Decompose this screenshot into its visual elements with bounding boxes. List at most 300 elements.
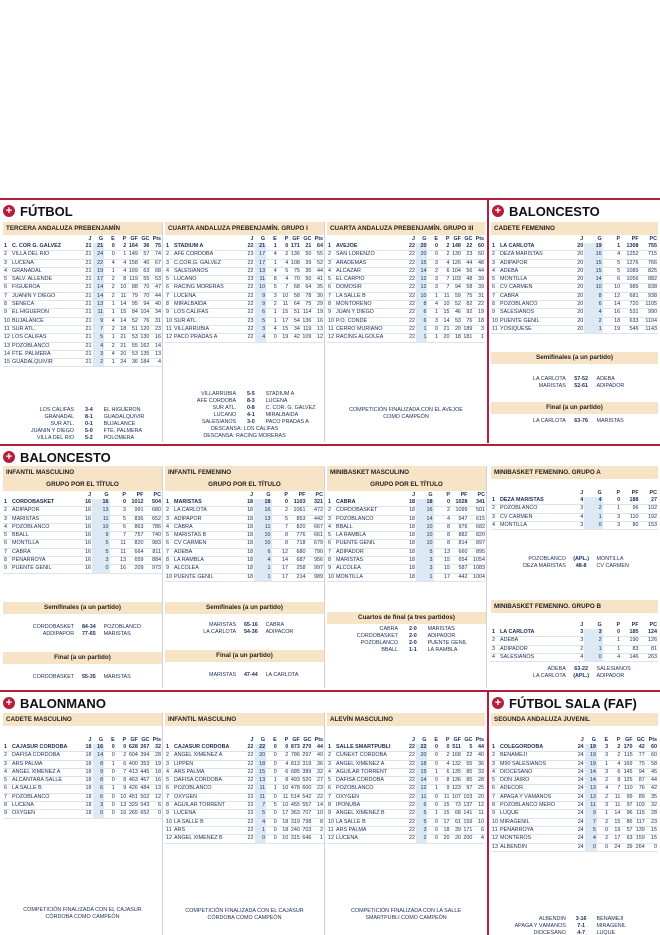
team-name: LA CARLOTA bbox=[532, 673, 566, 680]
stat-cell: 1 bbox=[116, 251, 128, 259]
stat-cell: 3 bbox=[566, 505, 584, 513]
stat-cell: 22 bbox=[405, 785, 416, 793]
stat-cell: 70 bbox=[139, 284, 151, 292]
stat-cell: 18 bbox=[237, 523, 254, 531]
stat-cell: 2 bbox=[597, 835, 609, 843]
stat-cell: 1054 bbox=[468, 557, 486, 565]
position-cell: 8 bbox=[165, 802, 173, 810]
team-cell: RACING MORERAS bbox=[173, 284, 243, 292]
stat-cell: 501 bbox=[468, 507, 486, 515]
team-cell: ADIPADOR bbox=[335, 548, 399, 556]
team-name: DIOCESANO bbox=[533, 929, 566, 935]
box-title: CADETE FEMENINO bbox=[491, 222, 658, 235]
stat-cell: 820 bbox=[289, 523, 306, 531]
stat-cell: 39 bbox=[621, 843, 633, 851]
team-cell: DOMOSIR bbox=[335, 284, 405, 292]
team-cell: LUCENA bbox=[11, 259, 81, 267]
stat-cell: 209 bbox=[127, 565, 144, 573]
column-header: GC bbox=[303, 236, 312, 242]
stat-cell: 70 bbox=[139, 292, 151, 300]
team-cell: C.COR.G. GÁLVEZ bbox=[173, 259, 243, 267]
table-row bbox=[491, 309, 658, 317]
team-cell: ARADEMAS bbox=[335, 259, 405, 267]
stat-cell: 22 bbox=[243, 760, 255, 768]
stat-cell: 1 bbox=[584, 513, 602, 521]
stat-cell: 667 bbox=[306, 523, 324, 531]
table-row bbox=[165, 826, 324, 834]
column-header: Pts bbox=[314, 236, 323, 242]
stat-cell: 56 bbox=[462, 267, 473, 275]
stat-cell: 319 bbox=[302, 760, 312, 767]
table-row bbox=[3, 301, 162, 309]
rest-note: DESCANSA: LOS CALIFAS bbox=[210, 425, 279, 432]
stat-cell: 22 bbox=[243, 777, 255, 785]
column-header: J bbox=[88, 236, 92, 242]
table-row bbox=[491, 497, 658, 505]
table-row bbox=[491, 752, 658, 760]
stat-cell: 16 bbox=[110, 565, 127, 573]
stat-cell: 19 bbox=[585, 760, 597, 768]
stat-cell: 17 bbox=[255, 251, 267, 259]
team-cell: AGUILAR TORRENT bbox=[335, 768, 405, 776]
stat-cell: 680 bbox=[144, 507, 162, 515]
stat-cell: 24 bbox=[572, 760, 584, 768]
stat-cell: 6 bbox=[439, 768, 450, 776]
position-cell: 11 bbox=[4, 325, 10, 332]
stat-cell: 4 bbox=[255, 818, 267, 826]
stat-cell: 22 bbox=[462, 752, 473, 760]
table-header bbox=[165, 736, 324, 744]
team-name: POZOBLANCO bbox=[360, 639, 399, 646]
semis-list bbox=[165, 622, 324, 636]
team-name: ADIPADOR bbox=[596, 383, 625, 390]
stat-cell: 29 bbox=[312, 301, 324, 309]
position-cell: 1 bbox=[3, 499, 11, 507]
stat-cell: 22 bbox=[405, 818, 416, 826]
table-row bbox=[491, 284, 658, 292]
stat-cell: 0 bbox=[104, 243, 116, 251]
stat-cell: 1 bbox=[603, 645, 621, 653]
stat-cell: 60 bbox=[473, 243, 485, 251]
team-cell: BENAMEJÍ bbox=[499, 752, 572, 760]
stat-cell: 7 bbox=[609, 785, 621, 793]
header-blank bbox=[491, 621, 499, 629]
position-cell: 8 bbox=[491, 301, 499, 309]
position-cell: 10 bbox=[328, 317, 334, 324]
result-row bbox=[3, 421, 162, 428]
table-row bbox=[327, 334, 485, 342]
stat-cell: 20 bbox=[439, 835, 450, 843]
stat-cell: 28 bbox=[646, 810, 658, 818]
team-cell: ADIPAPOR bbox=[11, 507, 75, 515]
stat-cell: 389 bbox=[302, 768, 312, 775]
stat-cell: 5 bbox=[92, 548, 109, 556]
stat-cell: 0 bbox=[278, 744, 290, 752]
stat-cell: 28 bbox=[473, 777, 485, 785]
stat-cell: 472 bbox=[306, 507, 324, 515]
result-row bbox=[491, 673, 658, 680]
table-header bbox=[491, 235, 658, 243]
stat-cell: 20 bbox=[439, 334, 450, 342]
stat-cell: 20 bbox=[566, 243, 584, 251]
stat-cell: 136 bbox=[302, 317, 312, 324]
position-cell: 2 bbox=[327, 752, 335, 760]
table-row bbox=[165, 251, 324, 259]
stat-cell: 88 bbox=[127, 284, 139, 292]
stat-cell: 16 bbox=[75, 532, 92, 540]
position-cell: 1 bbox=[3, 243, 11, 251]
stat-cell: 162 bbox=[140, 342, 150, 349]
stat-cell: 6 bbox=[278, 768, 290, 776]
team-cell: BBALL bbox=[335, 523, 399, 531]
stat-cell: 190 bbox=[621, 637, 639, 645]
position-cell: 2 bbox=[327, 251, 335, 259]
stat-cell: 15 bbox=[278, 325, 290, 333]
box-title: INFANTIL MASCULINO bbox=[165, 713, 324, 726]
stat-cell: 4 bbox=[278, 276, 290, 284]
column-header: J bbox=[412, 737, 415, 743]
table-row bbox=[3, 523, 162, 531]
stat-cell: 0 bbox=[272, 499, 289, 507]
stat-cell: 0 bbox=[266, 760, 278, 768]
table-row bbox=[491, 744, 658, 752]
table-row bbox=[165, 301, 324, 309]
header-blank bbox=[499, 489, 566, 497]
result-row bbox=[165, 672, 324, 679]
stat-cell: 484 bbox=[140, 785, 150, 792]
stat-cell: 18 bbox=[278, 826, 290, 834]
stat-cell: 13 bbox=[255, 267, 267, 275]
stat-cell: 18 bbox=[81, 793, 93, 801]
stat-cell: 14 bbox=[585, 777, 597, 785]
team-cell: DAFISA CÓRDOBA bbox=[335, 777, 405, 785]
score: 4-7 bbox=[577, 929, 586, 935]
stat-cell: 11 bbox=[278, 793, 290, 801]
table-row bbox=[3, 292, 162, 300]
stat-cell: 21 bbox=[255, 243, 267, 251]
stat-cell: 2 bbox=[272, 507, 289, 515]
minibasket-femenino-box bbox=[491, 466, 658, 688]
stat-cell: 18 bbox=[399, 557, 416, 565]
table-row bbox=[491, 629, 658, 637]
stat-cell: 9 bbox=[439, 785, 450, 793]
table-row bbox=[165, 548, 324, 556]
stat-cell: 24 bbox=[572, 777, 584, 785]
stat-cell: 19 bbox=[473, 309, 485, 317]
plus-icon: + bbox=[492, 205, 504, 217]
stat-cell: 6 bbox=[416, 317, 427, 325]
result-row bbox=[491, 556, 658, 563]
team-cell: LA CARLOTA bbox=[173, 507, 237, 515]
stat-cell: 838 bbox=[640, 284, 658, 292]
semis-title: Semifinales (a un partido) bbox=[491, 352, 658, 364]
stat-cell: 13 bbox=[312, 325, 324, 333]
team-cell: MIRALBAIDA bbox=[173, 301, 243, 309]
team-name: MIRAGENIL bbox=[596, 922, 627, 929]
stat-cell: 35 bbox=[646, 793, 658, 801]
position-cell: 5 bbox=[327, 777, 335, 785]
stat-cell: 47 bbox=[150, 284, 162, 292]
table-row bbox=[3, 760, 162, 768]
stat-cell: 4 bbox=[104, 317, 116, 325]
stat-cell: 0 bbox=[427, 744, 438, 752]
stat-cell: 18 bbox=[439, 826, 450, 834]
stat-cell: 786 bbox=[144, 523, 162, 531]
stat-cell: 0 bbox=[603, 497, 621, 505]
stat-cell: 400 bbox=[128, 760, 138, 767]
stat-cell: 11 bbox=[609, 793, 621, 801]
stat-cell: 478 bbox=[290, 785, 300, 792]
stat-cell: 63 bbox=[139, 267, 151, 275]
position-cell: 2 bbox=[491, 251, 499, 259]
stat-cell: 6 bbox=[609, 768, 621, 776]
column-header: G bbox=[98, 236, 104, 242]
stat-cell: 8 bbox=[272, 532, 289, 540]
position-cell: 6 bbox=[3, 540, 11, 548]
team-cell: ARS PALMA bbox=[11, 760, 81, 768]
table-row bbox=[327, 267, 485, 275]
stat-cell: 22 bbox=[405, 793, 416, 801]
stat-cell: 19 bbox=[93, 267, 105, 275]
stat-cell: 50 bbox=[301, 276, 313, 284]
position-cell: 3 bbox=[327, 515, 335, 523]
stat-cell: 882 bbox=[640, 276, 658, 284]
stat-cell: 75 bbox=[301, 301, 313, 309]
stat-cell: 86 bbox=[621, 818, 633, 826]
score: 8-1 bbox=[84, 414, 93, 421]
plus-icon: + bbox=[3, 205, 15, 217]
position-cell: 4 bbox=[3, 768, 11, 776]
stat-cell: 135 bbox=[451, 768, 461, 775]
stat-cell: 64 bbox=[301, 284, 313, 292]
stat-cell: 264 bbox=[634, 843, 646, 851]
results-list bbox=[165, 391, 324, 426]
stat-cell: 2 bbox=[104, 292, 116, 300]
column-header: J bbox=[580, 236, 584, 242]
team-cell: ARS PALMA bbox=[335, 826, 405, 834]
stat-cell: 13 bbox=[585, 785, 597, 793]
table-row bbox=[165, 768, 324, 776]
team-cell: VILLA DEL RÍO bbox=[11, 251, 81, 259]
table-row bbox=[491, 292, 658, 300]
result-row bbox=[165, 629, 324, 636]
column-header: PC bbox=[315, 492, 323, 498]
result-row bbox=[491, 376, 658, 383]
stat-cell: 18 bbox=[237, 557, 254, 565]
stat-cell: 22 bbox=[405, 276, 416, 284]
column-header: PC bbox=[477, 492, 485, 498]
stat-cell: 2 bbox=[597, 777, 609, 785]
stat-cell: 22 bbox=[405, 317, 416, 325]
column-header: E bbox=[604, 737, 609, 743]
header-blank bbox=[491, 736, 499, 744]
box-title: INFANTIL MASCULINO bbox=[3, 466, 162, 479]
stat-cell: 11 bbox=[416, 793, 427, 801]
result-row bbox=[491, 383, 658, 390]
table-row bbox=[165, 744, 324, 752]
team-name: LA CARLOTA bbox=[532, 376, 566, 383]
position-cell: 8 bbox=[491, 802, 499, 810]
stat-cell: 78 bbox=[301, 292, 313, 300]
stat-cell: 897 bbox=[468, 540, 486, 548]
result-row bbox=[491, 930, 658, 935]
stat-cell: 18 bbox=[399, 573, 416, 581]
team-name: GUADALQUIVIR bbox=[103, 414, 145, 421]
stat-cell: 53 bbox=[450, 317, 461, 325]
stat-cell: 3 bbox=[255, 325, 267, 333]
table-row bbox=[491, 637, 658, 645]
stat-cell: 9 bbox=[92, 532, 109, 540]
table-row bbox=[491, 645, 658, 653]
table-row bbox=[165, 243, 324, 251]
stat-cell: 263 bbox=[640, 654, 658, 662]
stat-cell: 18 bbox=[237, 532, 254, 540]
table-row bbox=[327, 251, 485, 259]
stat-cell: 6 bbox=[416, 309, 427, 317]
team-cell: MONTILLA bbox=[499, 521, 566, 529]
stat-cell: 84 bbox=[127, 309, 139, 317]
table-row bbox=[327, 744, 485, 752]
stat-cell: 0 bbox=[104, 777, 116, 785]
table-row bbox=[491, 243, 658, 251]
stat-cell: 1 bbox=[427, 768, 438, 776]
stat-cell: 60 bbox=[646, 744, 658, 752]
box-title-b: MINIBASKET FEMENINO. GRUPO B bbox=[491, 600, 658, 613]
stat-cell: 1 bbox=[104, 359, 116, 367]
stat-cell: 21 bbox=[439, 325, 450, 333]
team-name: MARISTAS bbox=[208, 671, 237, 678]
table-row bbox=[3, 557, 162, 565]
team-cell: POZOBLANCO bbox=[335, 785, 405, 793]
table-header bbox=[327, 235, 485, 243]
stat-cell: 22 bbox=[405, 325, 416, 333]
stat-cell: 53 bbox=[127, 334, 139, 342]
stat-cell: 557 bbox=[302, 802, 312, 809]
stat-cell: 76 bbox=[634, 785, 646, 793]
stat-cell: 8 bbox=[272, 540, 289, 548]
stat-cell: 15 bbox=[439, 810, 450, 818]
team-name: BBALL bbox=[381, 646, 399, 653]
stat-cell: 4 bbox=[603, 654, 621, 662]
stat-cell: 16 bbox=[75, 540, 92, 548]
stat-cell: 991 bbox=[127, 507, 144, 515]
stat-cell: 10 bbox=[278, 802, 290, 810]
table-row bbox=[3, 499, 162, 507]
stat-cell: 42 bbox=[289, 334, 301, 342]
position-cell: 5 bbox=[491, 276, 499, 284]
stat-cell: 1105 bbox=[640, 301, 658, 309]
position-cell: 8 bbox=[165, 557, 173, 565]
stat-cell: 36 bbox=[312, 760, 324, 768]
stat-cell: 14 bbox=[439, 317, 450, 325]
stat-cell: 20 bbox=[566, 267, 584, 275]
column-header: GF bbox=[453, 236, 461, 242]
stat-cell: 13 bbox=[93, 301, 105, 309]
stat-cell: 4 bbox=[150, 359, 162, 367]
stat-cell: 75 bbox=[462, 292, 473, 300]
stat-cell: 185 bbox=[621, 629, 639, 637]
stat-cell: 5 bbox=[278, 267, 290, 275]
stat-cell: 10 bbox=[312, 810, 324, 818]
team-cell: IPONUBA bbox=[335, 802, 405, 810]
standings-table bbox=[327, 235, 485, 343]
team-cell: LOS CALIFAS bbox=[11, 334, 81, 342]
stat-cell: 18 bbox=[416, 760, 427, 768]
stat-cell: 169 bbox=[621, 760, 633, 768]
stat-cell: 15 bbox=[584, 259, 602, 267]
stat-cell: 511 bbox=[452, 744, 461, 750]
team-cell: DEZA MARISTAS bbox=[499, 497, 566, 505]
stat-cell: 2 bbox=[104, 342, 116, 350]
team-name: LUCENA bbox=[265, 397, 288, 404]
stat-cell: 1 bbox=[266, 785, 278, 793]
stat-cell: 353 bbox=[140, 760, 150, 767]
stat-cell: 22 bbox=[473, 301, 485, 309]
stat-cell: 1004 bbox=[468, 573, 486, 581]
stat-cell: 8 bbox=[434, 523, 451, 531]
stat-cell: 23 bbox=[150, 325, 162, 333]
table-row bbox=[165, 284, 324, 292]
team-cell: ARS bbox=[173, 826, 243, 834]
stat-cell: 5 bbox=[416, 818, 427, 826]
table-row bbox=[165, 752, 324, 760]
quarters-title: Cuartos de final (a tres partidos) bbox=[327, 612, 486, 624]
stat-cell: 22 bbox=[405, 752, 416, 760]
stat-cell: 68 bbox=[150, 267, 162, 275]
score: 3-16 bbox=[575, 915, 587, 922]
stat-cell: 24 bbox=[572, 826, 584, 834]
stat-cell: 130 bbox=[140, 334, 150, 341]
stat-cell: 11 bbox=[585, 802, 597, 810]
stat-cell: 18 bbox=[399, 532, 416, 540]
stat-cell: 6 bbox=[93, 785, 105, 793]
position-cell: 1 bbox=[165, 744, 173, 752]
score: 84-34 bbox=[81, 623, 96, 630]
team-cell: LIPPEN bbox=[173, 760, 243, 768]
stat-cell: 23 bbox=[646, 818, 658, 826]
position-cell: 12 bbox=[4, 334, 10, 341]
team-name: GRANADAL bbox=[44, 414, 75, 421]
stat-cell: 11 bbox=[255, 793, 267, 801]
stat-cell: 12 bbox=[416, 284, 427, 292]
stat-cell: 83 bbox=[621, 645, 639, 653]
stat-cell: 1 bbox=[255, 826, 267, 834]
table-row bbox=[491, 802, 658, 810]
score: 77-65 bbox=[81, 630, 96, 637]
stat-cell: 757 bbox=[127, 532, 144, 540]
stat-cell: 22 bbox=[405, 301, 416, 309]
team-cell: POZOBLANCO bbox=[173, 785, 243, 793]
stat-cell: 0 bbox=[266, 826, 278, 834]
team-name: AFE CÓRDOBA bbox=[196, 397, 237, 404]
stat-cell: 24 bbox=[572, 843, 584, 851]
table-row bbox=[165, 810, 324, 818]
stat-cell: 22 bbox=[243, 301, 255, 309]
plus-icon: + bbox=[3, 451, 15, 463]
stat-cell: 126 bbox=[640, 637, 658, 645]
stat-cell: 10 bbox=[116, 284, 128, 292]
stat-cell: 16 bbox=[93, 744, 105, 752]
team-cell: PEÑARROYA bbox=[11, 557, 75, 565]
stat-cell: 4 bbox=[427, 301, 438, 309]
stat-cell: 1 bbox=[427, 810, 438, 818]
table-row bbox=[165, 317, 324, 325]
position-cell: 9 bbox=[165, 565, 173, 573]
stat-cell: 546 bbox=[621, 325, 639, 333]
stat-cell: 18 bbox=[81, 752, 93, 760]
team-cell: C. COR G. GÁLVEZ bbox=[11, 243, 81, 251]
stat-cell: 103 bbox=[463, 793, 473, 800]
